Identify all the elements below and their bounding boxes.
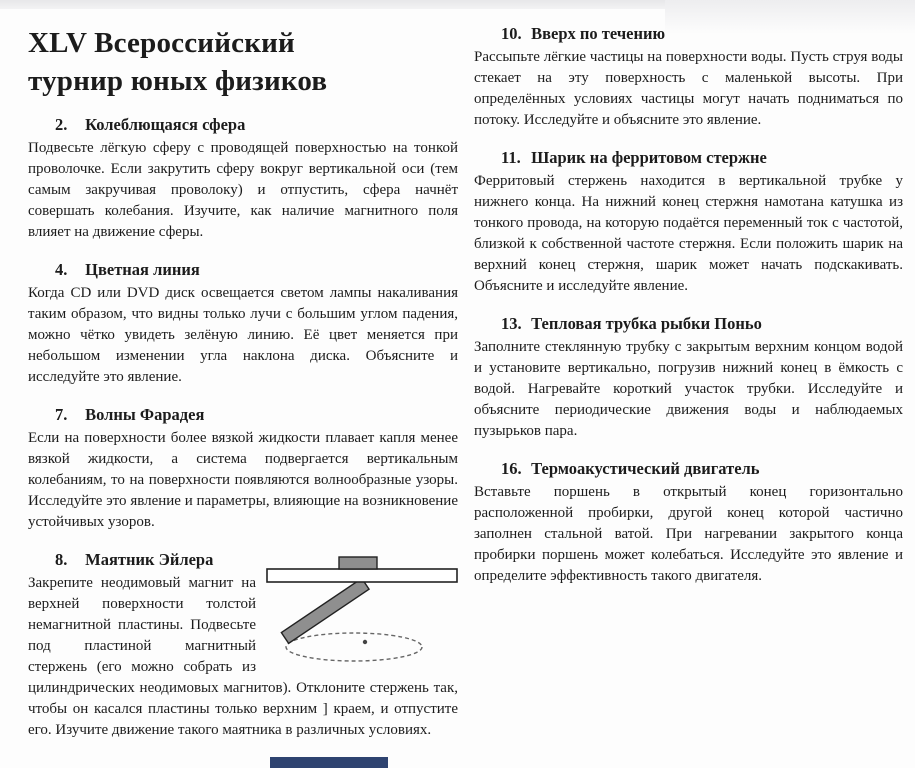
problem-body: Ферритовый стержень находится в вертикальной трубке у нижнего конца. На нижний конец стержня намотана катушка из тонкого провода, на которую подаётся переменный ток с частотой, близкой к собственной частоте стержня. Если положить шарик на верхний конец стержня, шарик может начать подскакивать. Объясните и исследуйте явление.: [474, 173, 903, 294]
document-title: [28, 24, 458, 101]
problem-body: Закрепите неодимовый магнит на верхней поверхности толстой немагнитной пластины. Подвесьте под пластиной магнитный стержень (его можно собрать из цилиндрических неодимовых магнитов). Отклоните стержень так, чтобы он касался пластины только верхним ] краем, и отпустите его. Изучите движение такого маятника в различных условиях.: [28, 574, 458, 738]
center-dot: [363, 639, 367, 643]
problem-title: Цветная линия: [85, 259, 200, 279]
problem-number: 13.: [501, 314, 522, 333]
problem-body: Заполните стеклянную трубку с закрытым верхним концом водой и установите вертикально, погрузив нижний конец в ёмкость с водой. Нагревайте короткий участок трубки. Исследуйте и объясните периодические движения воды и наблюдаемых пузырьков пара.: [474, 339, 903, 439]
problem-number: 2.: [55, 114, 68, 134]
problem-heading: [474, 148, 903, 168]
problem-body: Рассыпьте лёгкие частицы на поверхности воды. Пусть струя воды стекает на эту поверхность с маленькой высоты. При определённых условиях частицы могут начать подниматься по потоку. Исследуйте и объясните это явление.: [474, 49, 903, 128]
problem-number: 8.: [55, 549, 68, 569]
title-line-1: XLV Всероссийский: [28, 27, 295, 59]
problem-title: Шарик на ферритовом стержне: [531, 148, 767, 167]
title-line-2: турнир юных физиков: [28, 65, 328, 98]
problem-body: Когда CD или DVD диск освещается светом лампы накаливания таким образом, что видны только лучи с большим углом падения, можно чётко увидеть зелёную линию. Её цвет меняется при небольшом изменении угла наклона диска. Объясните и исследуйте это явление.: [28, 284, 458, 385]
problem-number: 4.: [55, 259, 68, 279]
problem-number: 16.: [501, 459, 522, 478]
problem-number: 11.: [501, 148, 521, 167]
problem-heading: [474, 314, 903, 334]
problem-title: Колеблющаяся сфера: [85, 114, 246, 134]
dashed-precession-ellipse: [286, 633, 422, 661]
problem-title: Тепловая трубка рыбки Поньо: [531, 314, 762, 333]
problem-section-7: [28, 405, 458, 533]
problem-number: 7.: [55, 404, 68, 424]
problem-section-13: [474, 314, 903, 442]
problem-section-10: [474, 24, 903, 131]
problem-section-4: [28, 260, 458, 388]
problem-heading: [28, 260, 458, 280]
left-column: [28, 14, 458, 758]
problem-body: Подвесьте лёгкую сферу с проводящей поверхностью на тонкой проволочке. Если закрутить сферу вокруг вертикальной оси (тем самым закручивая проволоку) и отпустить, сфера начнёт совершать колебания. Изучите, как наличие магнитного поля влияет на движение сферы.: [28, 139, 458, 240]
problem-heading: [28, 405, 458, 425]
nonmagnetic-plate: [267, 569, 457, 582]
right-column: [474, 14, 903, 758]
problem-heading: [28, 115, 458, 135]
problem-number: 10.: [501, 24, 522, 43]
footer-bar: [270, 757, 388, 768]
problem-title: Термоакустический двигатель: [531, 459, 760, 478]
problem-body: Если на поверхности более вязкой жидкости плавает капля менее вязкой жидкости, а система подвергается вертикальным колебаниям, то на поверхности появляются волнообразные узоры. Исследуйте это явление и параметры, влияющие на возникновение устойчивых узоров.: [28, 429, 458, 530]
problem-section-2: [28, 115, 458, 243]
problem-title: Вверх по течению: [531, 24, 666, 43]
neodymium-magnet: [339, 557, 377, 569]
problem-section-16: [474, 459, 903, 587]
problem-section-8: [28, 550, 458, 741]
problem-title: Волны Фарадея: [85, 404, 205, 424]
problem-heading: [474, 459, 903, 479]
problem-title: Маятник Эйлера: [85, 549, 214, 569]
scan-edge-top-right: [665, 0, 915, 34]
problem-section-11: [474, 148, 903, 297]
problem-body: Вставьте поршень в открытый конец горизонтально расположенной пробирки, другой конец которой частично заполнен стальной ватой. При нагревании закрытого конца пробирки поршень может колебаться. Исследуйте это явление и определите эффективность такого двигателя.: [474, 484, 903, 584]
euler-pendulum-diagram: [266, 552, 458, 664]
